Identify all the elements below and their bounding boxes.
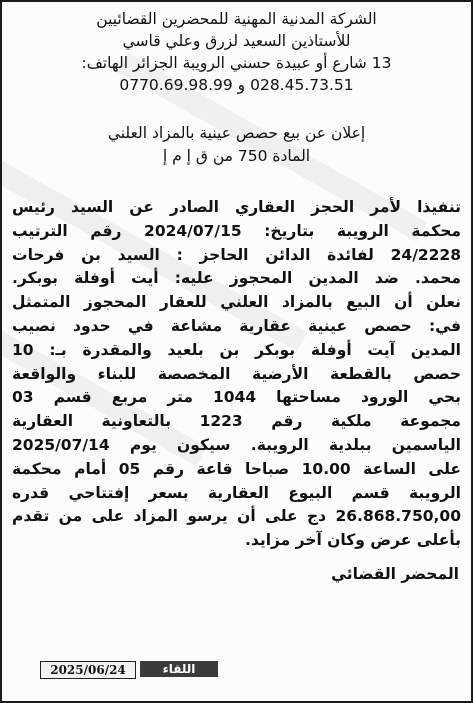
- body-line: مجموعة ملكية رقم 1223 بالتعاونية العقارية: [12, 412, 461, 431]
- bailiff-company-header: [12, 8, 461, 96]
- body-line: بأعلى عرض وكان آخر مزايد.: [245, 531, 461, 550]
- body-line: على الساعة 10.00 صباحا قاعة رقم 05 أمام محكمة: [12, 459, 461, 478]
- body-line: محمد. ضد المدين المحجوز عليه: أيت أوفلة بوبكر.: [12, 269, 461, 288]
- signer-title: المحضر القضائي: [331, 564, 459, 583]
- phone-numbers: 028.45.73.51 و 0770.69.98.99: [119, 76, 354, 94]
- body-line: نعلن أن البيع بالمزاد العلني للعقار المحجوز المتمثل: [12, 293, 461, 312]
- body-line: حصص بالقطعة الأرضية المخصصة للبناء والواقعة: [12, 364, 461, 383]
- publication-date: 2025/06/24: [40, 661, 136, 679]
- body-line: تنفيذا لأمر الحجز العقاري الصادر عن السيد رئيس: [12, 198, 461, 216]
- legal-article: المادة 750 من ق إ م إ: [162, 147, 311, 165]
- body-line: محكمة الرويبة بتاريخ: 2024/07/15 رقم الترتيب: [12, 221, 461, 240]
- body-line: 24/2228 لفائدة الدائن الحاجز : السيد بن فرحات: [12, 245, 461, 264]
- body-line: الياسمين ببلدية الرويبة. سيكون يوم 2025/07/14: [12, 435, 461, 454]
- body-line: في: حصص عينية عقارية مشاعة في حدود نصيب: [12, 316, 461, 335]
- announcement-heading: [12, 122, 461, 168]
- notice-body: [12, 196, 461, 553]
- bailiffs-names: للأستاذين السعيد لزرق وعلي قاسي: [122, 32, 351, 50]
- announcement-title: إعلان عن بيع حصص عينية بالمزاد العلني: [107, 124, 366, 142]
- newspaper-name: اللقاء: [140, 661, 218, 677]
- publication-footer: [40, 661, 220, 679]
- body-line: المدين آيت أوفلة بوبكر بن بلعيد والمقدرة بـ: 10: [12, 340, 461, 359]
- body-line: 26.868.750,00 دج على أن يرسو المزاد على من تقدم: [12, 507, 461, 526]
- body-line: الرويبة قسم البيوع العقارية بسعر إفتتاحي قدره: [12, 483, 461, 502]
- body-line: بحي الورود مساحتها 1044 متر مربع قسم 03: [12, 388, 461, 407]
- company-address: 13 شارع أو عبيدة حسني الرويبة الجزائر الهاتف:: [81, 54, 392, 72]
- company-name: الشركة المدنية المهنية للمحضرين القضائيين: [96, 10, 377, 28]
